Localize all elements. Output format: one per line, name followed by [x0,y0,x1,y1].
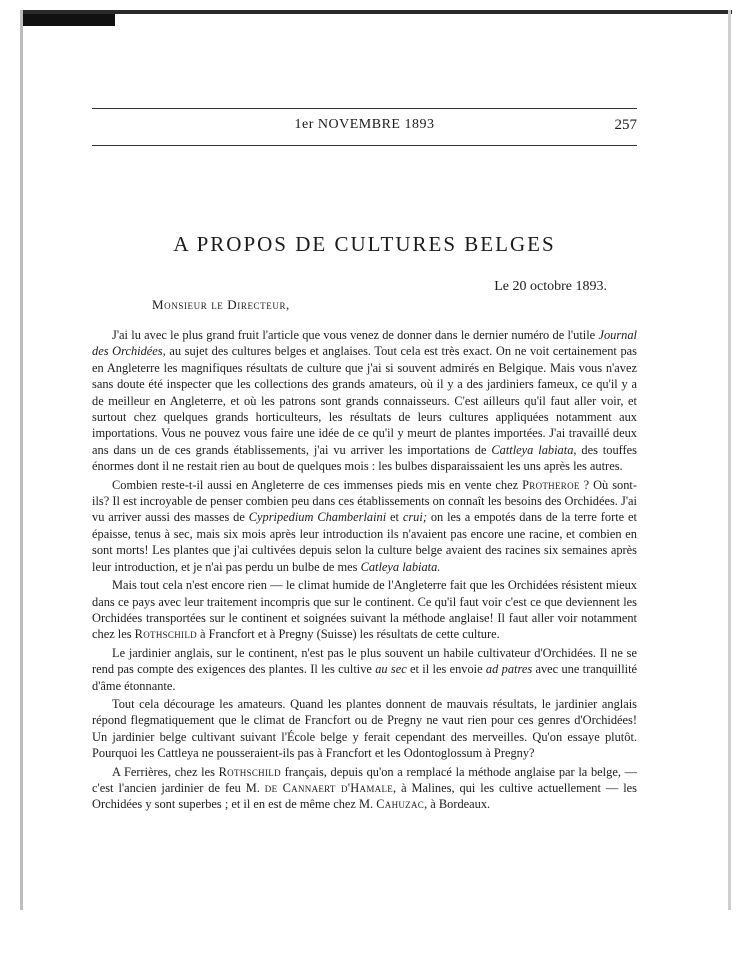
letter-salutation: Monsieur le Directeur, [152,297,290,312]
text-run: on les a empotés dans de la terre forte et épaisse, tenus à sec, mais six mois après leur introduction ils n'avaient pas encore une racine, et combien en sont morts! Les plantes que j'ai cultivées depuis selon la culture belge avaient des racines six semaines après leur introduction, et je n'ai pas perdu un bulbe de mes [92,510,637,574]
text-run: français, depuis qu'on a remplacé la méthode anglaise par la belge, — c'est l'ancien jardinier de feu M. [92,764,637,795]
body-paragraph [92,327,637,475]
italic-text: crui; [402,510,427,525]
article-title: A PROPOS DE CULTURES BELGES [173,232,556,256]
body-paragraph [92,477,637,575]
scan-left-edge [20,10,23,910]
body-paragraph [92,696,637,762]
text-run: au sujet des cultures belges et anglaises. Tout cela est très exact. On ne voit certainement pas en Angleterre les magnifiques résultats de culture que j'ai si souvent admirés en Belgique. Mais vous n'avez sans doute été inspecter que les collections des grands amateurs, où il y a des jardiniers fameux, ce qu'il y a de meilleur en Angleterre, et où les patrons sont grands connaisseurs. C'est ailleurs qu'il faut aller voir, et surtout chez quelques grands horticulteurs, les résultats de leurs cultures appliquées notamment aux importations. Vous ne pouvez vous faire une idée de ce qu'il y meurt de plantes importées. J'ai travaillé deux ans dans un de ces grands établissements, j'ai vu arriver les importations de [92,344,637,457]
text-run: à Francfort et à Pregny (Suisse) les résultats de cette culture. [196,627,500,642]
text-run: Le jardinier anglais, sur le continent, n'est pas le plus souvent un habile cultivateur d'Orchidées. Il ne se rend pas compte des exigences des plantes. Il les cultive [92,645,637,677]
page-number: 257 [614,117,637,133]
small-caps-name: Rothschild [134,627,197,642]
text-run: , à Bordeaux. [424,797,491,812]
italic-text: Cypripedium Chamberlaini [248,510,387,525]
text-run: Tout cela décourage les amateurs. Quand les plantes donnent de mauvais résultats, le jardinier anglais répond flegmatiquement que le climat de Francfort ou de Pregny ne vaut rien pour ces genres d'Orchidées! Un jardinier belge cultivant suivant l'École belge y ferait cependant des merveilles. Qu'on essaye plutôt. Pourquoi les Cattleya ne pousseraient-ils pas à Francfort et les Odontoglossum à Pregny? [92,696,637,761]
text-run: J'ai lu avec le plus grand fruit l'article que vous venez de donner dans le dernier numéro de l'utile [112,328,599,342]
text-run: , à Malines, qui les cultive actuellement — les Orchidées y sont superbes ; et il en est de même chez M. [92,780,637,812]
scan-right-edge [728,10,731,910]
text-run: A Ferrières, chez les [112,764,219,779]
italic-text: ad patres [485,662,533,677]
small-caps-name: de Cannaert d'Hamale [264,780,394,795]
body-paragraph [92,764,637,813]
small-caps-name: Protheroe [522,477,580,492]
text-run: Mais tout cela n'est encore rien — le climat humide de l'Angleterre fait que les Orchidées résistent mieux dans ce pays avec leur traitement incompris que sur le continent. Ce qu'il faut voir c'est ce que deviennent les Orchidées transportées sur le continent et soignées suivant la méthode anglaise! Il faut aller voir notamment chez les [92,578,637,642]
italic-text: Catleya labiata. [360,559,441,574]
body-paragraph [92,645,637,694]
text-run: et [386,510,403,525]
document-page [92,108,637,815]
italic-text: Journal des Orchidées, [92,328,637,359]
running-header [92,108,637,146]
letter-dateline: Le 20 octobre 1893. [494,279,607,294]
article-body [92,327,637,813]
text-run: des touffes énormes dont il ne restait rien au bout de quelques mois : les bulbes disparaissaient les uns après les autres. [92,442,637,474]
small-caps-name: Cahuzac [376,797,425,812]
italic-text: au sec [375,662,407,677]
small-caps-name: Rothschild [218,764,281,779]
header-date: 1er NOVEMBRE 1893 [294,117,435,132]
italic-text: Cattleya labiata, [491,442,577,457]
body-paragraph [92,577,637,643]
scan-top-edge [20,10,732,14]
text-run: avec une tranquillité d'âme étonnante. [92,662,638,693]
text-run: Combien reste-t-il aussi en Angleterre de ces immenses pieds mis en vente chez [112,477,523,492]
text-run: et il les envoie [406,662,486,677]
text-run: ? Où sont-ils? Il est incroyable de penser combien peu dans ces établissements on connaît les besoins des Orchidées. J'ai vu arriver aussi des masses de [92,477,637,525]
